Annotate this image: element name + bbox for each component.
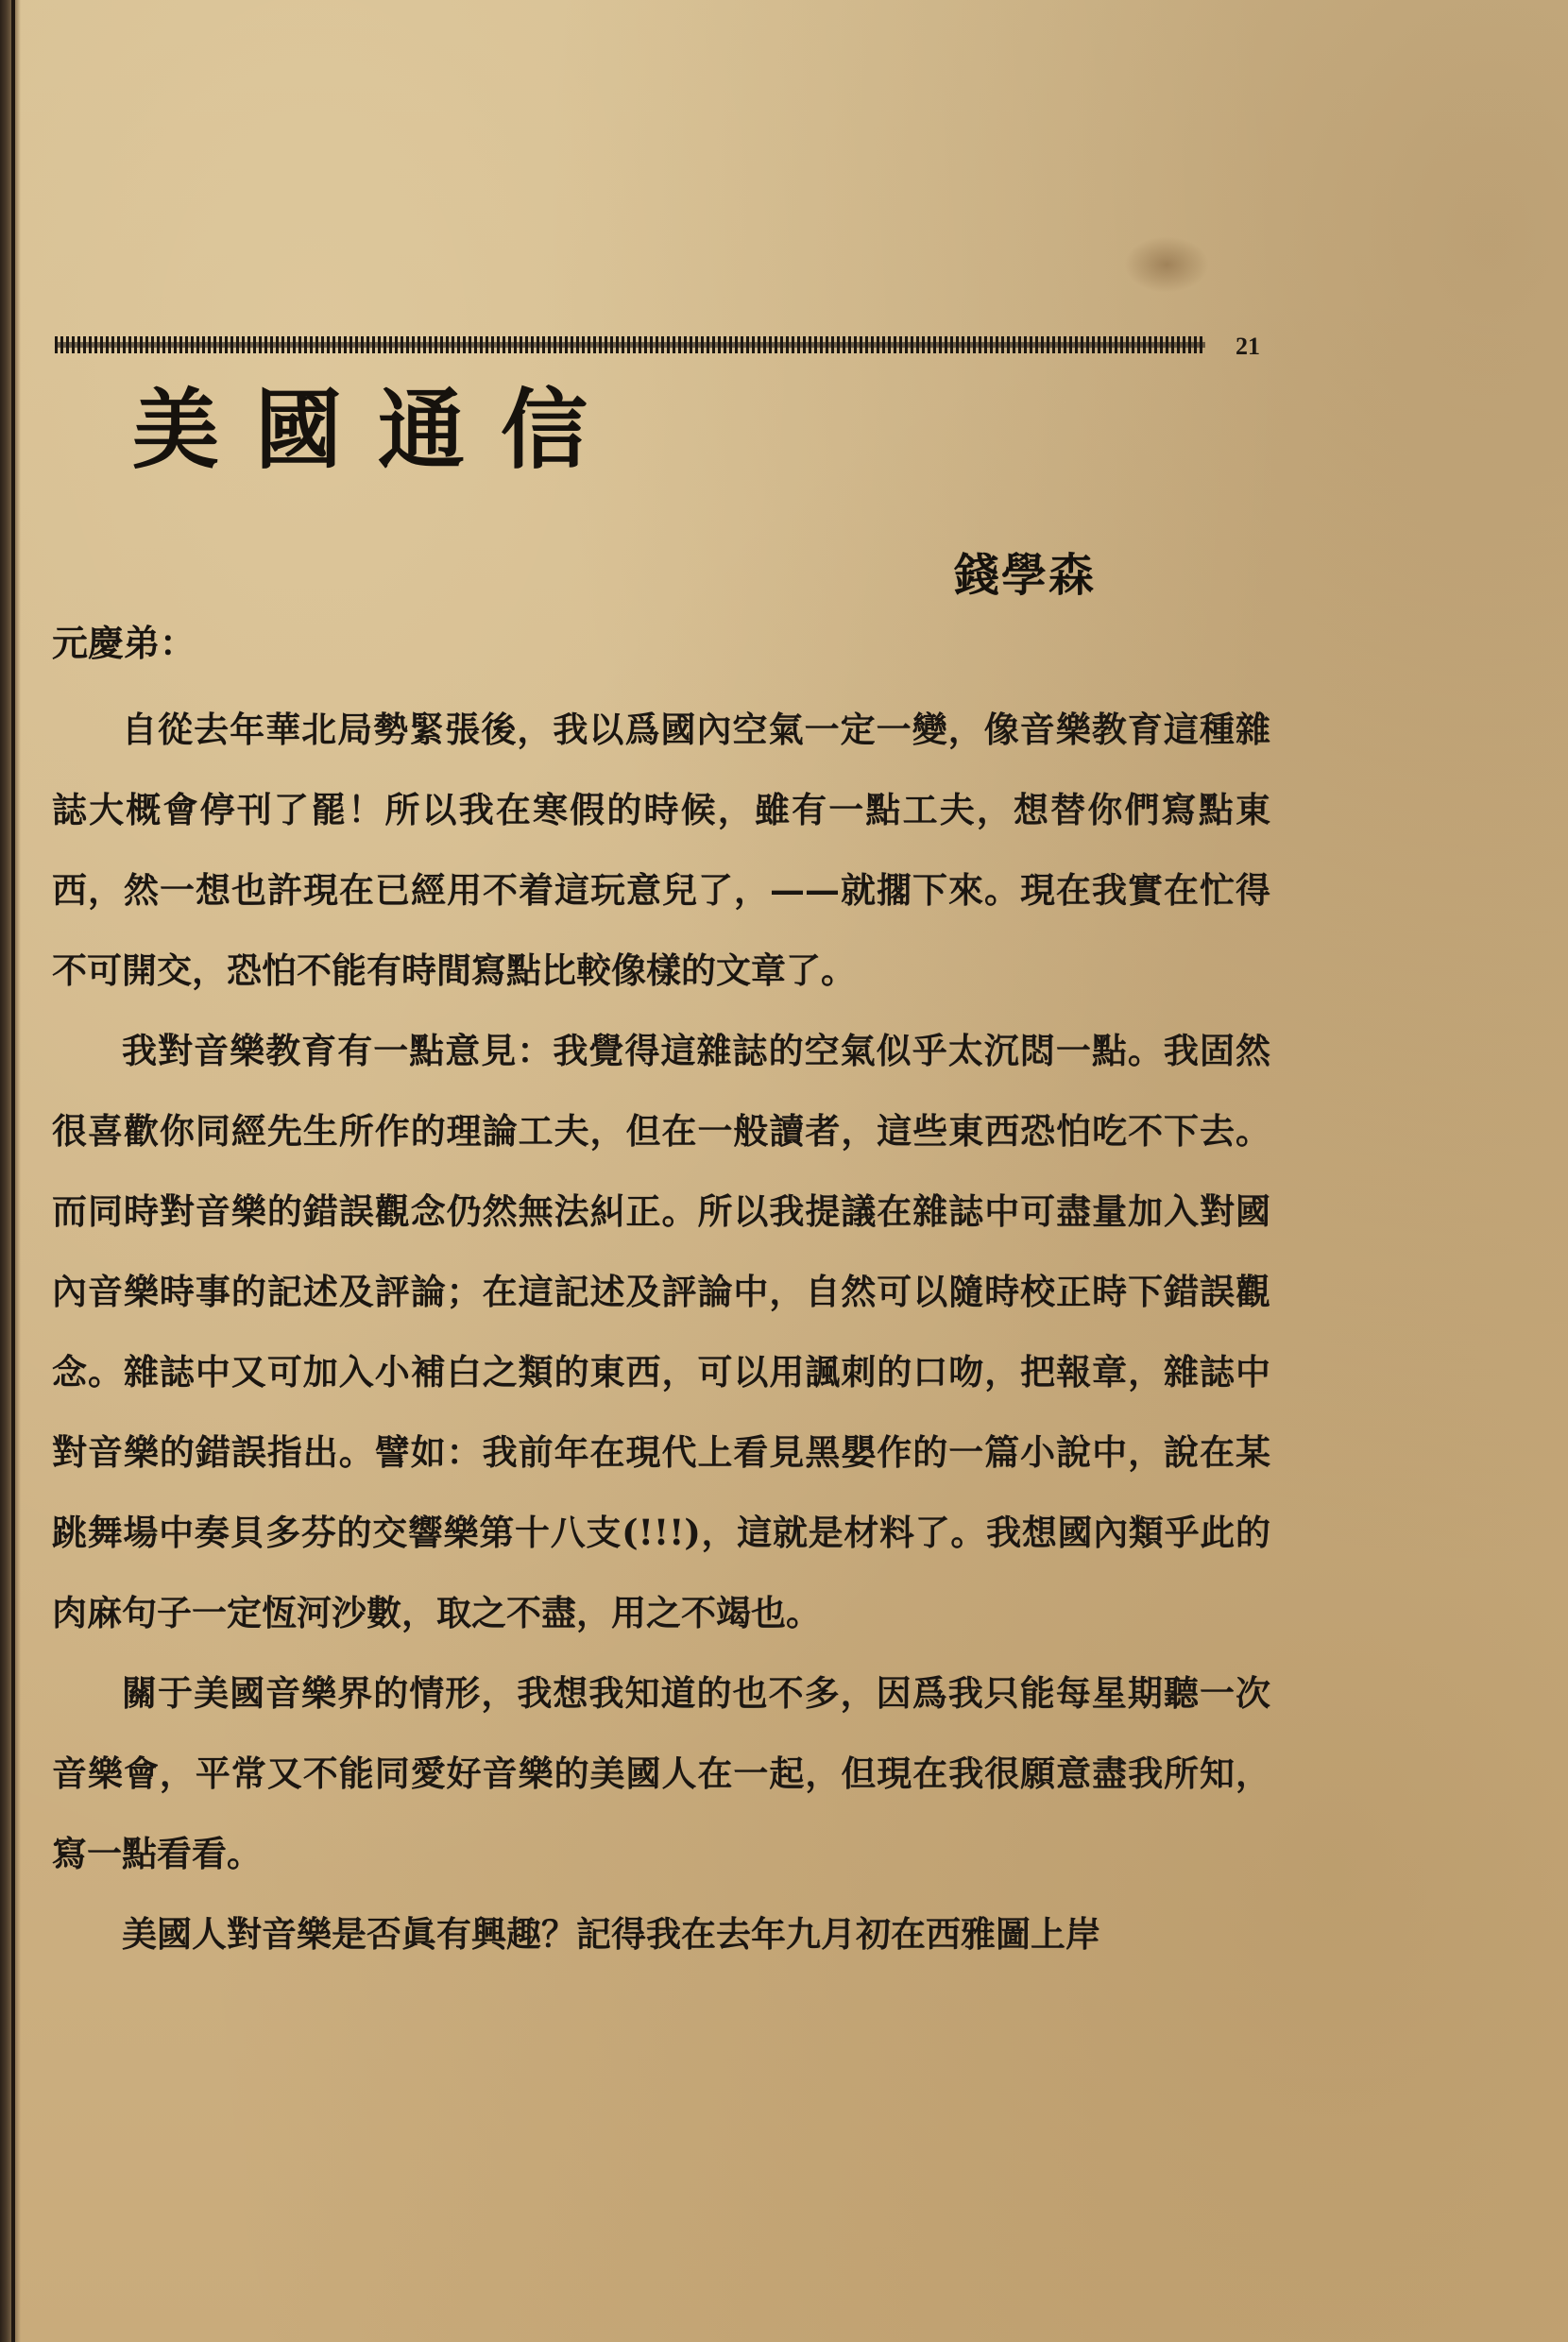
paragraph-4: 美國人對音樂是否眞有興趣？記得我在去年九月初在西雅圖上岸 (122, 1913, 1100, 1955)
spine-edge-line (11, 0, 15, 2342)
paragraph-1: 自從去年華北局勢緊張後，我以爲國內空氣一定一變，像音樂教育這種雜誌大概會停刊了罷！所以我在寒假的時候，雖有一點工夫，想替你們寫點東西，然一想也許現在已經用不着這玩意兒了，——就擱下來。現在我實在忙得不可開交，恐怕不能有時間寫點比較像樣的文章了。 (52, 709, 1270, 991)
paragraph-3: 關于美國音樂界的情形，我想我知道的也不多，因爲我只能每星期聽一次音樂會，平常又不能同愛好音樂的美國人在一起，但現在我很願意盡我所知，寫一點看看。 (52, 1672, 1270, 1874)
paper-stain (1124, 236, 1209, 293)
letter-salutation: 元慶弟： (52, 622, 196, 664)
book-spine-shadow (0, 0, 21, 2342)
page-number: 21 (1236, 333, 1260, 360)
article-body (52, 690, 1270, 1974)
decorative-header-rule (55, 336, 1205, 353)
paragraph-2: 我對音樂教育有一點意見：我覺得這雜誌的空氣似乎太沉悶一點。我固然很喜歡你同經先生所作的理論工夫，但在一般讀者，這些東西恐怕吃不下去。而同時對音樂的錯誤觀念仍然無法糾正。所以我提議在雜誌中可盡量加入對國內音樂時事的記述及評論；在這記述及評論中，自然可以隨時校正時下錯誤觀念。雜誌中又可加入小補白之類的東西，可以用諷刺的口吻，把報章，雜誌中對音樂的錯誤指出。譬如：我前年在現代上看見黑嬰作的一篇小說中，說在某跳舞場中奏貝多芬的交響樂第十八支(!!!)，這就是材料了。我想國內類乎此的肉麻句子一定恆河沙數，取之不盡，用之不竭也。 (52, 1030, 1270, 1633)
article-title: 美國通信 (132, 379, 624, 481)
article-author: 錢學森 (954, 549, 1097, 602)
